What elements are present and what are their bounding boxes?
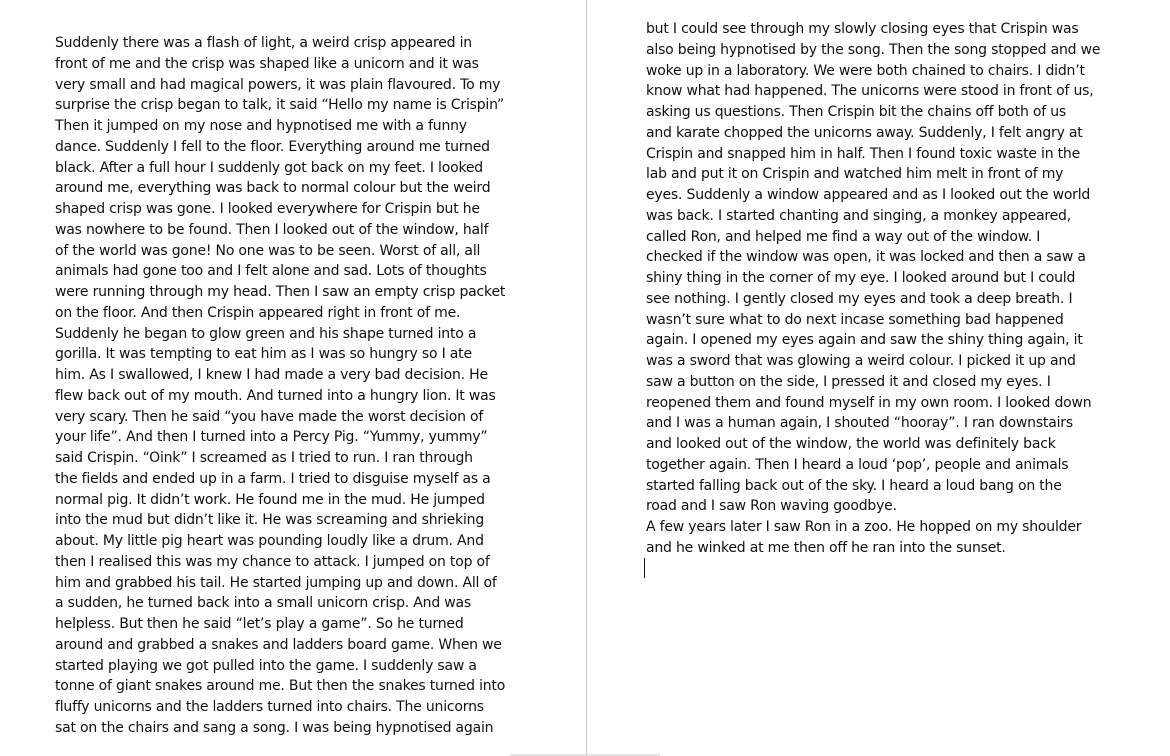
text-line: woke up in a laboratory. We were both chained to chairs. I didn’t: [646, 62, 1085, 79]
text-line: helpless. But then he said “let’s play a game”. So he turned: [55, 616, 464, 632]
text-line: again. I opened my eyes again and saw the shiny thing again, it: [646, 332, 1083, 349]
text-line: very scary. Then he said “you have made the worst decision of: [55, 408, 484, 425]
text-line: tonne of giant snakes around me. But then the snakes turned into: [55, 678, 506, 695]
text-cursor: [644, 558, 645, 578]
text-line: were running through my head. Then I saw an empty crisp packet: [55, 284, 506, 300]
text-line: about. My little pig heart was pounding loudly like a drum. And: [55, 533, 484, 549]
text-line: saw a button on the side, I pressed it and closed my eyes. I: [646, 373, 1051, 390]
text-line: was nowhere to be found. Then I looked out of the window, half: [55, 221, 489, 238]
text-line: into the mud but didn’t like it. He was screaming and shrieking: [55, 512, 485, 529]
left-page-text[interactable]: [55, 33, 505, 739]
text-line: Suddenly he began to glow green and his shape turned into a: [55, 325, 477, 342]
text-line: dance. Suddenly I fell to the floor. Everything around me turned: [55, 138, 490, 155]
text-line: shaped crisp was gone. I looked everywhere for Crispin but he: [55, 201, 480, 217]
text-line: reopened them and found myself in my own room. I looked down: [646, 394, 1092, 411]
text-line: around me, everything was back to normal colour but the weird: [55, 180, 491, 197]
text-line: him and grabbed his tail. He started jumping up and down. All of: [55, 574, 497, 591]
text-line: front of me and the crisp was shaped like a unicorn and it was: [55, 55, 479, 72]
text-line: of the world was gone! No one was to be seen. Worst of all, all: [55, 242, 481, 259]
text-line: fluffy unicorns and the ladders turned into chairs. The unicorns: [55, 699, 484, 715]
text-line: and looked out of the window, the world was definitely back: [646, 436, 1056, 452]
text-line: checked if the window was open, it was locked and then a saw a: [646, 249, 1086, 266]
text-line: said Crispin. “Oink” I screamed as I tried to run. I ran through: [55, 450, 473, 466]
text-line: A few years later I saw Ron in a zoo. He hopped on my shoulder: [646, 519, 1082, 535]
text-line: Then it jumped on my nose and hypnotised me with a funny: [55, 118, 467, 134]
text-line: animals had gone too and I felt alone and sad. Lots of thoughts: [55, 263, 487, 280]
text-line: black. After a full hour I suddenly got back on my feet. I looked: [55, 159, 483, 176]
text-line: road and I saw Ron waving goodbye.: [646, 498, 897, 515]
text-line: a sudden, he turned back into a small unicorn crisp. And was: [55, 595, 472, 612]
text-line: wasn’t sure what to do next incase something bad happened: [646, 311, 1064, 328]
text-line: normal pig. It didn’t work. He found me in the mud. He jumped: [55, 491, 485, 508]
text-line: started playing we got pulled into the game. I suddenly saw a: [55, 657, 477, 674]
text-line: but I could see through my slowly closing eyes that Crispin was: [646, 21, 1079, 37]
right-page[interactable]: [587, 0, 1170, 756]
text-line: also being hypnotised by the song. Then the song stopped and we: [646, 41, 1101, 58]
text-line: lab and put it on Crispin and watched him melt in front of my: [646, 166, 1064, 183]
text-line: know what had happened. The unicorns were stood in front of us,: [646, 83, 1094, 100]
text-line: him. As I swallowed, I knew I had made a very bad decision. He: [55, 367, 488, 383]
text-line: called Ron, and helped me find a way out of the window. I: [646, 228, 1041, 245]
text-line: very small and had magical powers, it was plain flavoured. To my: [55, 76, 501, 93]
right-page-text[interactable]: [646, 19, 1100, 559]
text-line: gorilla. It was tempting to eat him as I was so hungry so I ate: [55, 346, 472, 363]
text-line: surprise the crisp began to talk, it said “Hello my name is Crispin”: [55, 97, 505, 114]
text-line: eyes. Suddenly a window appeared and as I looked out the world: [646, 187, 1091, 203]
text-line: asking us questions. Then Crispin bit the chains off both of us: [646, 104, 1066, 120]
text-line: started falling back out of the sky. I heard a loud bang on the: [646, 477, 1062, 494]
text-line: see nothing. I gently closed my eyes and took a deep breath. I: [646, 290, 1073, 307]
text-line: and I was a human again, I shouted “hooray”. I ran downstairs: [646, 415, 1073, 432]
text-line: together again. Then I heard a loud ‘pop’, people and animals: [646, 456, 1069, 473]
text-line: the fields and ended up in a farm. I tried to disguise myself as a: [55, 470, 491, 487]
text-line: on the floor. And then Crispin appeared right in front of me.: [55, 304, 461, 321]
text-line: Suddenly there was a flash of light, a weird crisp appeared in: [55, 35, 472, 51]
text-line: shiny thing in the corner of my eye. I looked around but I could: [646, 270, 1076, 286]
text-line: flew back out of my mouth. And turned into a hungry lion. It was: [55, 387, 496, 404]
text-line: and karate chopped the unicorns away. Suddenly, I felt angry at: [646, 124, 1083, 141]
text-line: and he winked at me then off he ran into the sunset.: [646, 539, 1006, 556]
text-line: your life”. And then I turned into a Percy Pig. “Yummy, yummy”: [55, 429, 488, 446]
text-line: then I realised this was my chance to attack. I jumped on top of: [55, 553, 490, 570]
text-line: Crispin and snapped him in half. Then I found toxic waste in the: [646, 145, 1081, 162]
text-line: sat on the chairs and sang a song. I was being hypnotised again: [55, 719, 494, 736]
text-line: around and grabbed a snakes and ladders board game. When we: [55, 636, 502, 653]
text-line: was back. I started chanting and singing, a monkey appeared,: [646, 207, 1071, 224]
text-line: was a sword that was glowing a weird colour. I picked it up and: [646, 353, 1076, 369]
